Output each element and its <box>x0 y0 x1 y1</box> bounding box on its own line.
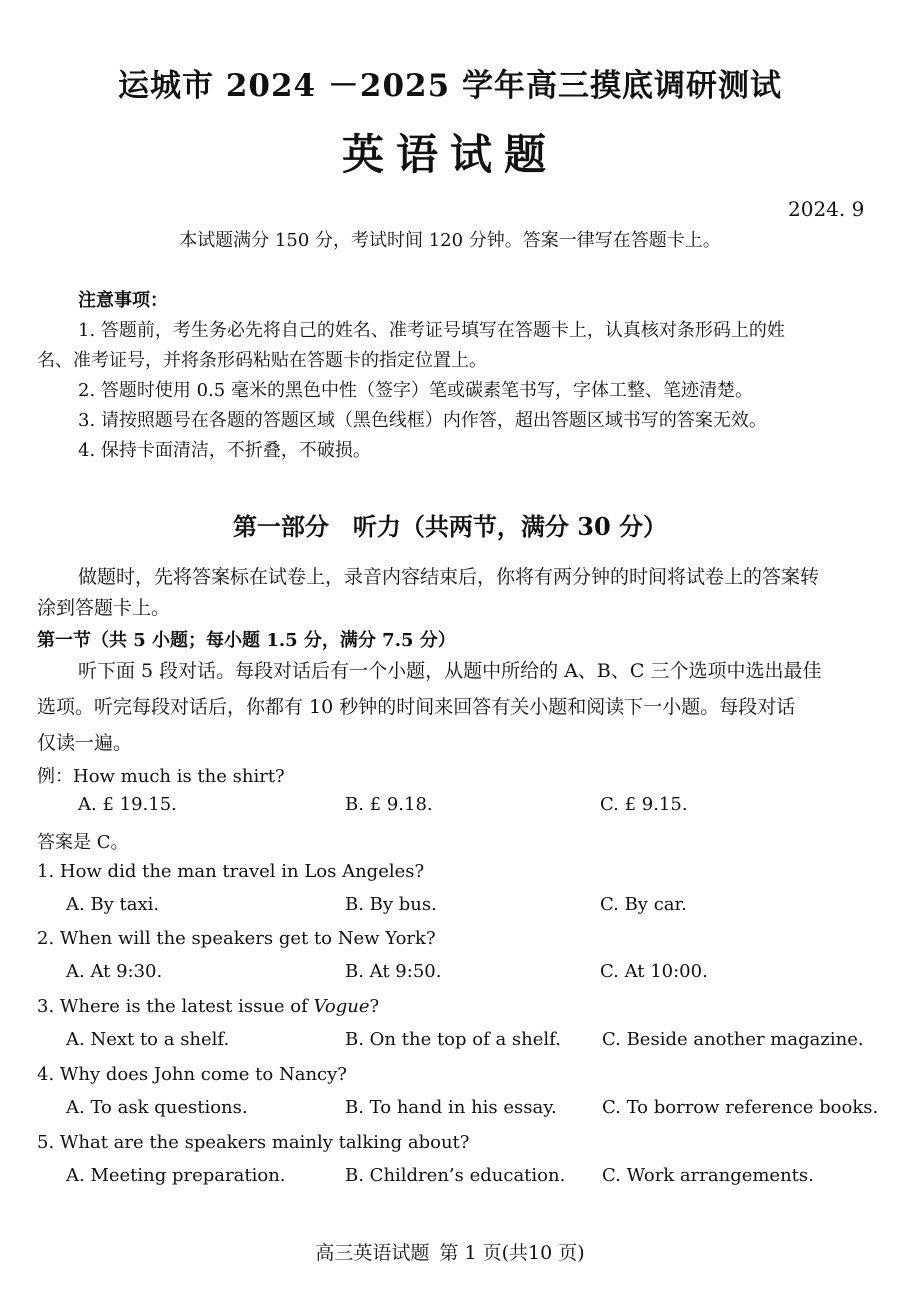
note-item: 名、准考证号，并将条形码粘贴在答题卡的指定位置上。 <box>37 350 487 371</box>
part1-title: 第一部分 听力（共两节，满分 30 分） <box>232 512 668 541</box>
note-item: 3. 请按照题号在各题的答题区域（黑色线框）内作答，超出答题区域书写的答案无效。 <box>78 410 767 431</box>
exam-title: 运城市 2024 －2025 学年高三摸底调研测试 <box>118 68 782 104</box>
question-1-option-c: C. By car. <box>600 894 687 915</box>
question-3-text: 3. Where is the latest issue of <box>37 996 314 1017</box>
question-4: 4. Why does John come to Nancy? <box>37 1064 347 1085</box>
question-3-option-c: C. Beside another magazine. <box>602 1029 864 1050</box>
part1-instruction: 涂到答题卡上。 <box>37 597 171 619</box>
question-1-option-a: A. By taxi. <box>66 894 160 915</box>
question-2: 2. When will the speakers get to New York? <box>37 928 436 949</box>
section1-title: 第一节（共 5 小题；每小题 1.5 分，满分 7.5 分） <box>37 630 456 651</box>
part1-instruction: 做题时，先将答案标在试卷上，录音内容结束后，你将有两分钟的时间将试卷上的答案转 <box>78 566 820 588</box>
section1-instruction: 听下面 5 段对话。每段对话后有一个小题，从题中所给的 A、B、C 三个选项中选出最佳 <box>78 660 822 682</box>
section1-instruction: 仅读一遍。 <box>37 732 133 754</box>
exam-date: 2024. 9 <box>788 197 865 221</box>
exam-subject-title: 英语试题 <box>341 130 558 179</box>
question-4-option-b: B. To hand in his essay. <box>345 1097 557 1118</box>
question-4-option-a: A. To ask questions. <box>66 1097 248 1118</box>
example-option-c: C. £ 9.15. <box>600 794 688 815</box>
question-5: 5. What are the speakers mainly talking about? <box>37 1132 470 1153</box>
question-3-end: ? <box>369 996 380 1017</box>
question-5-option-c: C. Work arrangements. <box>602 1165 814 1186</box>
question-2-option-c: C. At 10:00. <box>600 961 708 982</box>
notes-heading: 注意事项： <box>78 290 168 311</box>
question-5-option-b: B. Children’s education. <box>345 1165 566 1186</box>
section1-instruction: 选项。听完每段对话后，你都有 10 秒钟的时间来回答有关小题和阅读下一小题。每段对话 <box>37 696 796 718</box>
footer-page-number: 第 1 页(共10 页) <box>439 1242 585 1264</box>
question-1-option-b: B. By bus. <box>345 894 437 915</box>
exam-intro: 本试题满分 150 分，考试时间 120 分钟。答案一律写在答题卡上。 <box>179 230 721 251</box>
question-5-option-a: A. Meeting preparation. <box>66 1165 286 1186</box>
question-3-magazine-name: Vogue <box>313 996 370 1017</box>
question-3 <box>37 996 379 1017</box>
note-item: 2. 答题时使用 0.5 毫米的黑色中性（签字）笔或碳素笔书写，字体工整、笔迹清楚。 <box>78 380 753 401</box>
question-4-option-c: C. To borrow reference books. <box>602 1097 879 1118</box>
page-footer <box>0 1238 900 1265</box>
question-1: 1. How did the man travel in Los Angeles? <box>37 861 425 882</box>
example-question: 例：How much is the shirt? <box>37 766 285 787</box>
question-2-option-b: B. At 9:50. <box>345 961 442 982</box>
question-3-option-a: A. Next to a shelf. <box>66 1029 230 1050</box>
example-option-b: B. £ 9.18. <box>345 794 433 815</box>
question-2-option-a: A. At 9:30. <box>66 961 163 982</box>
example-answer: 答案是 C。 <box>37 832 129 853</box>
question-3-option-b: B. On the top of a shelf. <box>345 1029 561 1050</box>
note-item: 4. 保持卡面清洁，不折叠，不破损。 <box>78 440 371 461</box>
footer-subject: 高三英语试题 <box>315 1242 430 1264</box>
example-option-a: A. £ 19.15. <box>78 794 177 815</box>
note-item: 1. 答题前，考生务必先将自己的姓名、准考证号填写在答题卡上，认真核对条形码上的姓 <box>78 320 785 341</box>
